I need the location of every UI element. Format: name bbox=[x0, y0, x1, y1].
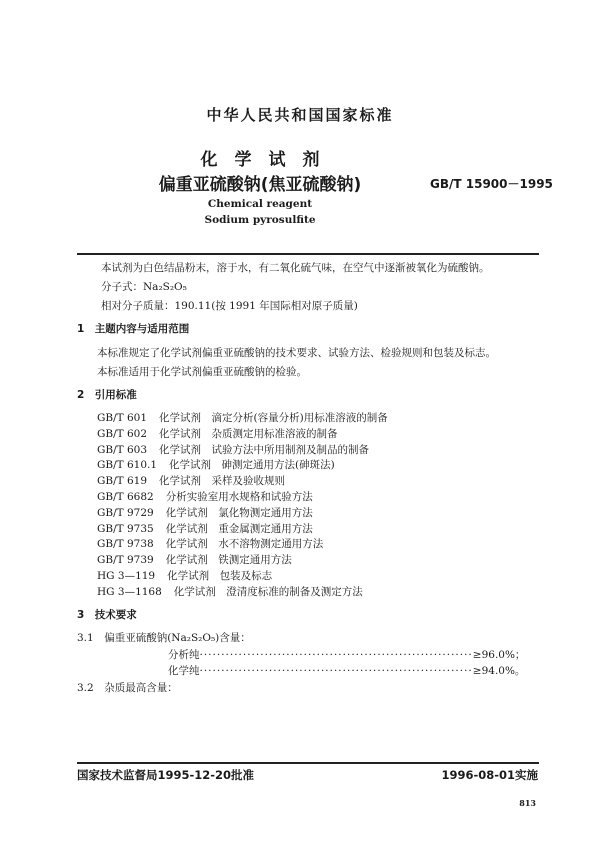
reference-item bbox=[97, 568, 272, 583]
grade-label: 分析纯 bbox=[168, 649, 200, 661]
page-number: 813 bbox=[519, 798, 536, 808]
reference-item bbox=[97, 442, 369, 457]
reference-item bbox=[97, 489, 313, 504]
title-line1: 化 学 试 剂 bbox=[200, 150, 320, 170]
reference-title: 化学试剂 杂质测定用标准溶液的制备 bbox=[159, 427, 338, 440]
national-standard-header: 中华人民共和国国家标准 bbox=[206, 106, 394, 124]
section1-paragraph: 本标准适用于化学试剂偏重亚硫酸钠的检验。 bbox=[97, 366, 307, 378]
reference-title: 化学试剂 包装及标志 bbox=[167, 570, 273, 582]
reference-code: HG 3—1168 bbox=[97, 585, 162, 598]
reference-code: GB/T 601 bbox=[97, 412, 148, 424]
title-line2: 偏重亚硫酸钠(焦亚硫酸钠) bbox=[158, 175, 362, 195]
reference-code: GB/T 603 bbox=[97, 443, 148, 456]
intro-description: 本试剂为白色结晶粉末，溶于水，有二氧化硫气味，在空气中逐渐被氧化为硫酸钠。 bbox=[101, 262, 490, 274]
reference-item bbox=[97, 521, 313, 536]
reference-item bbox=[97, 584, 363, 599]
reference-item bbox=[97, 505, 313, 520]
section1-heading: 1 主题内容与适用范围 bbox=[77, 323, 190, 335]
reference-code: HG 3—119 bbox=[97, 570, 156, 582]
reference-title: 化学试剂 滴定分析(容量分析)用标准溶液的制备 bbox=[159, 412, 388, 424]
section3-2: 3.2 杂质最高含量： bbox=[77, 682, 178, 694]
reference-item bbox=[97, 426, 338, 441]
effective-date: 1996-08-01实施 bbox=[441, 768, 538, 782]
reference-code: GB/T 610.1 bbox=[97, 459, 158, 472]
reference-code: GB/T 9738 bbox=[97, 538, 154, 551]
english-title-line1: Chemical reagent bbox=[207, 198, 313, 210]
reference-title: 化学试剂 铁测定通用方法 bbox=[165, 554, 292, 567]
standard-number: GB/T 15900－1995 bbox=[430, 177, 553, 191]
reference-item bbox=[97, 457, 335, 472]
reference-code: GB/T 9735 bbox=[97, 522, 154, 535]
reference-title: 化学试剂 氯化物测定通用方法 bbox=[165, 506, 313, 519]
grade-label: 化学纯 bbox=[168, 665, 200, 677]
leader-dots: ······························································· bbox=[199, 665, 473, 677]
footer-rule bbox=[77, 762, 539, 764]
reference-title: 化学试剂 砷测定通用方法(砷斑法) bbox=[169, 459, 335, 472]
header-rule bbox=[77, 253, 539, 255]
grade-row bbox=[168, 663, 525, 678]
section3-heading: 3 技术要求 bbox=[77, 609, 137, 621]
grade-value: ≥94.0%。 bbox=[472, 665, 526, 677]
reference-code: GB/T 9739 bbox=[97, 554, 154, 567]
reference-item bbox=[97, 536, 323, 551]
intro-formula: 分子式：Na₂S₂O₅ bbox=[101, 281, 187, 293]
reference-code: GB/T 6682 bbox=[97, 491, 154, 503]
approval-date: 国家技术监督局1995-12-20批准 bbox=[77, 768, 255, 782]
reference-title: 化学试剂 采样及验收规则 bbox=[159, 475, 286, 488]
reference-item bbox=[97, 473, 285, 488]
intro-molar-mass: 相对分子质量：190.11(按 1991 年国际相对原子质量) bbox=[101, 300, 358, 312]
reference-code: GB/T 619 bbox=[97, 475, 148, 488]
reference-title: 化学试剂 试验方法中所用制剂及制品的制备 bbox=[159, 443, 370, 456]
english-title-line2: Sodium pyrosulfite bbox=[204, 214, 316, 226]
reference-title: 分析实验室用水规格和试验方法 bbox=[165, 491, 313, 503]
reference-title: 化学试剂 重金属测定通用方法 bbox=[165, 522, 313, 535]
reference-title: 化学试剂 澄清度标准的制备及测定方法 bbox=[173, 585, 363, 598]
reference-code: GB/T 602 bbox=[97, 427, 148, 440]
section1-paragraph: 本标准规定了化学试剂偏重亚硫酸钠的技术要求、试验方法、检验规则和包装及标志。 bbox=[97, 347, 496, 359]
grade-value: ≥96.0%； bbox=[472, 649, 526, 661]
reference-title: 化学试剂 水不溶物测定通用方法 bbox=[165, 538, 324, 551]
section2-heading: 2 引用标准 bbox=[77, 389, 137, 401]
reference-item bbox=[97, 552, 292, 567]
reference-item bbox=[97, 410, 388, 425]
section3-1: 3.1 偏重亚硫酸钠(Na₂S₂O₅)含量： bbox=[77, 632, 251, 644]
leader-dots: ······························································· bbox=[199, 649, 473, 661]
grade-row bbox=[168, 647, 525, 662]
reference-code: GB/T 9729 bbox=[97, 506, 154, 519]
